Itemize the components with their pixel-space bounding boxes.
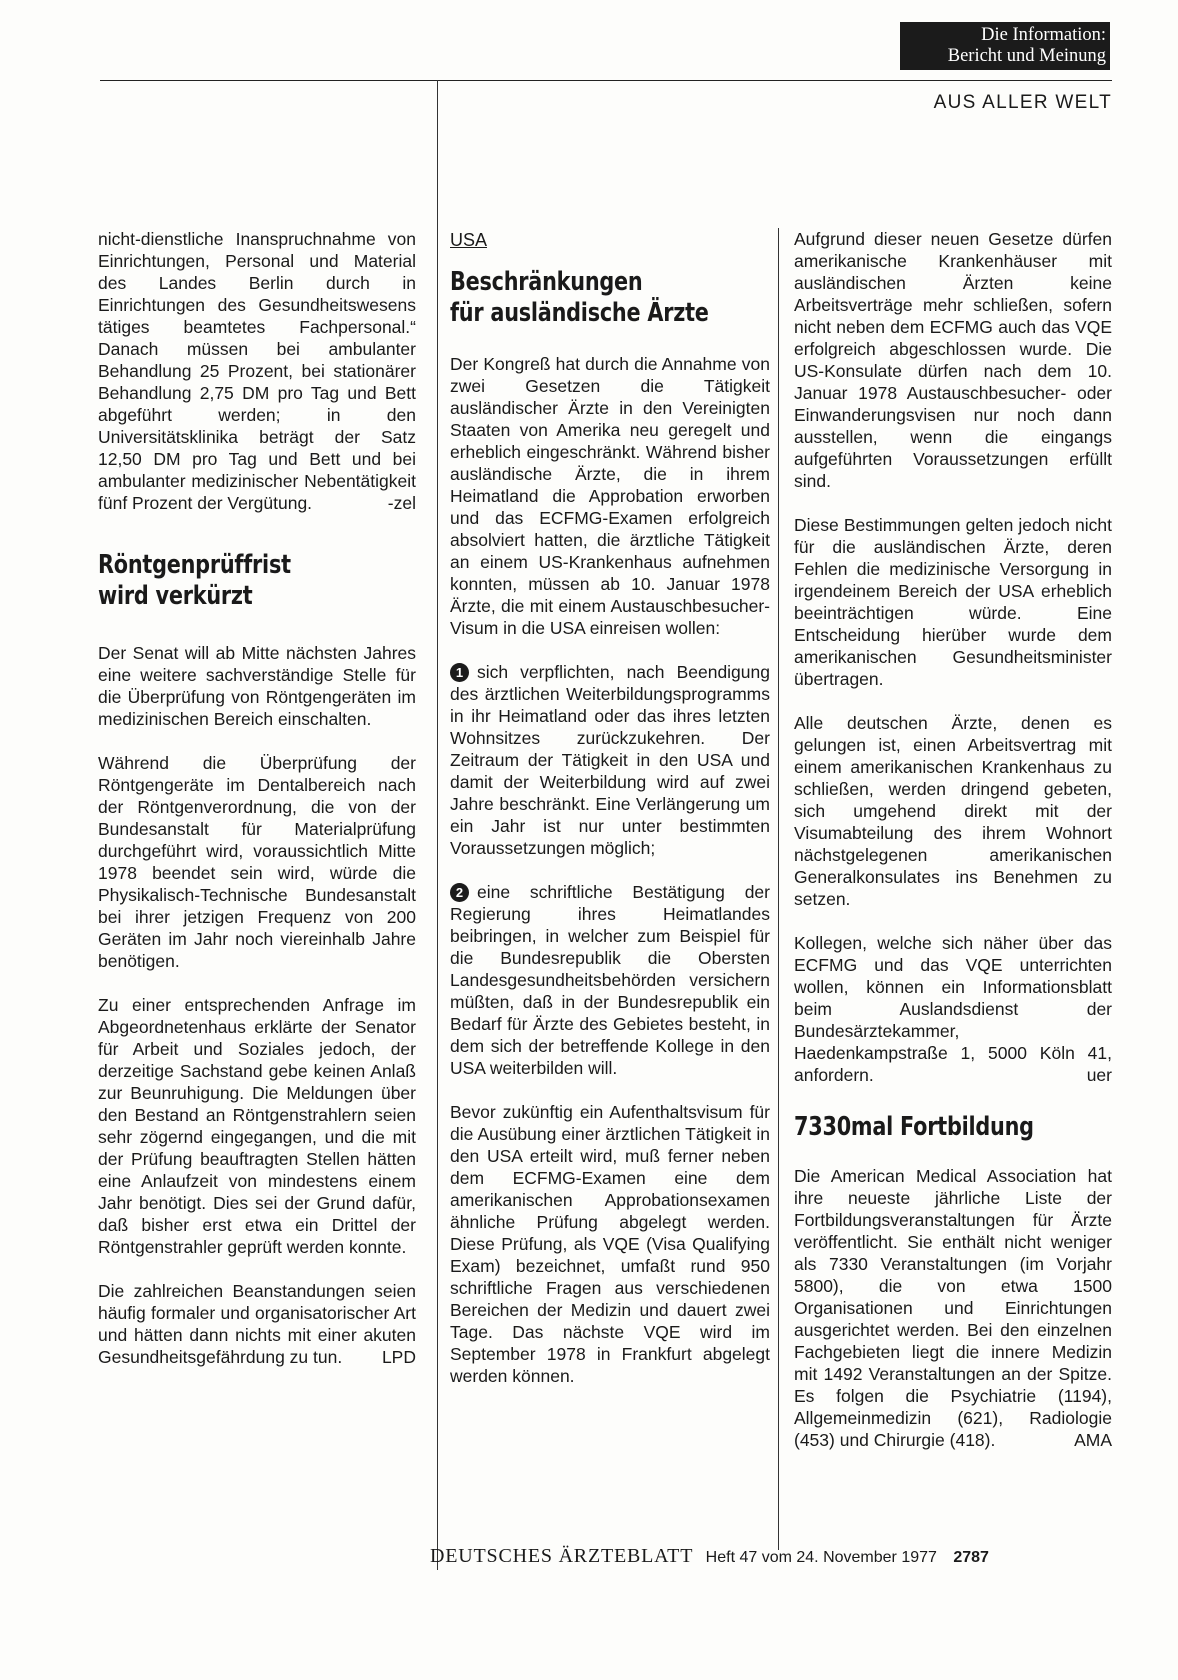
- issue-info: Heft 47 vom 24. November 1977: [705, 1549, 937, 1566]
- paragraph-text: eine schriftliche Bestätigung der Regierung ihres Heimatlandes beibringen, in welcher zum Beispiel für die Bundesrepublik die Obersten Landesgesundheitsbehörden versichern müßten, daß in der Bundesrepublik ein Bedarf für Ärzte des Gebietes besteht, in dem sich der betreffende Kollege in den USA weiterbilden will.: [450, 882, 770, 1078]
- column-divider-1: [437, 80, 438, 1570]
- paragraph: Zu einer entsprechenden Anfrage im Abgeordnetenhaus erklärte der Senator für Arbeit und Soziales jedoch, der derzeitige Sachstand gebe keinen Anlaß zur Beunruhigung. Die Meldungen über den Bestand an Röntgenstrahlern seien sehr zögernd eingegangen, und die mit der Prüfung beauftragten Stellen hätten eine Anlaufzeit von mindestens einem Jahr benötigt. Dies sei der Grund dafür, daß bisher erst etwa ein Drittel der Röntgenstrahler geprüft werden konnte.: [98, 995, 416, 1257]
- column-1: [98, 228, 416, 1368]
- author-signature: LPD: [381, 1347, 416, 1367]
- headline-line-2: wird verkürzt: [98, 581, 253, 611]
- paragraph: Diese Bestimmungen gelten jedoch nicht für die ausländischen Ärzte, deren Fehlen die medizinische Versorgung in irgendeinem Bereich der USA erheblich beeinträchtigen würde. Eine Entscheidung hierüber wurde dem amerikanischen Gesundheitsminister übertragen.: [794, 515, 1112, 689]
- author-signature: uer: [1086, 1065, 1112, 1085]
- header-rule: [100, 80, 1112, 81]
- numbered-item-2: [450, 881, 770, 1079]
- paragraph-text: nicht-dienstliche Inanspruchnahme von Einrichtungen, Personal und Material des Landes Berlin durch in Einrichtungen des Gesundheitswesens tätiges beamtetes Fachpersonal.“ Danach müssen bei ambulanter Behandlung 25 Prozent, bei stationärer Behandlung 2,75 DM pro Tag und Bett abgeführt werden; in den Universitätsklinika beträgt der Satz 12,50 DM pro Tag und Bett und bei ambulanter medizinischer Nebentätigkeit fünf Prozent der Vergütung.: [98, 229, 416, 513]
- paragraph: Alle deutschen Ärzte, denen es gelungen ist, einen Arbeitsvertrag mit einem amerikanischen Krankenhaus zu schließen, werden dringend gebeten, sich umgehend direkt mit der Visumabteilung des ihrem Wohnort nächstgelegenen amerikanischen Generalkonsulates ins Benehmen zu setzen.: [794, 713, 1112, 909]
- column-3: [794, 228, 1112, 1451]
- paragraph: Während die Überprüfung der Röntgengeräte im Dentalbereich nach der Röntgenverordnung, die von der Bundesanstalt für Materialprüfung durchgeführt wird, voraussichtlich Mitte 1978 beendet sein wird, würde die Physikalisch-Technische Bundesanstalt bei ihrer jetzigen Frequenz von 200 Geräten im Jahr noch viereinhalb Jahre benötigen.: [98, 753, 416, 971]
- page-number: 2787: [953, 1549, 989, 1566]
- author-signature: AMA: [1074, 1430, 1112, 1450]
- column-2: [450, 230, 770, 1387]
- paragraph: Der Kongreß hat durch die Annahme von zwei Gesetzen die Tätigkeit ausländischer Ärzte in den Vereinigten Staaten von Amerika neu geregelt und erheblich eingeschränkt. Während bisher ausländische Ärzte, die in ihrem Heimatland die Approbation erworben und das ECFMG-Examen erfolgreich absolviert hatten, die ärztliche Tätigkeit an einem US-Krankenhaus aufnehmen konnten, müssen ab 10. Januar 1978 Ärzte, die mit einem Austauschbesucher-Visum in die USA einreisen wollen:: [450, 354, 770, 638]
- paragraph: Der Senat will ab Mitte nächsten Jahres eine weitere sachverständige Stelle für die Überprüfung von Röntgengeräten im medizinischen Bereich einschalten.: [98, 643, 416, 729]
- headline-roentgen: [98, 550, 352, 612]
- headline-line-1: Beschränkungen: [450, 267, 643, 297]
- numbered-item-1: [450, 661, 770, 859]
- paragraph: [794, 1165, 1112, 1451]
- author-signature: -zel: [387, 493, 416, 513]
- headline-line-2: für ausländische Ärzte: [450, 298, 709, 328]
- rubric-badge: [900, 22, 1110, 70]
- magazine-title: DEUTSCHES ÄRZTEBLATT: [430, 1545, 694, 1567]
- page-footer: [430, 1545, 1112, 1568]
- paragraph-text: Die zahlreichen Beanstandungen seien häufig formaler und organisatorischer Art und hätten dann nichts mit einer akuten Gesundheitsgefährdung zu tun.: [98, 1281, 416, 1367]
- paragraph-text: Kollegen, welche sich näher über das ECFMG und das VQE unterrichten wollen, können ein Informationsblatt beim Auslandsdienst der Bundesärztekammer, Haedenkampstraße 1, 5000 Köln 41, anfordern.: [794, 933, 1112, 1085]
- column-divider-2: [778, 228, 779, 1550]
- rubric-line-1: Die Information:: [981, 25, 1106, 45]
- headline-line-1: Röntgenprüffrist: [98, 550, 291, 580]
- paragraph-text: sich verpflichten, nach Beendigung des ärztlichen Weiterbildungsprogramms in ihr Heimatland oder das ihres letzten Wohnsitzes zurückzukehren. Der Zeitraum der Tätigkeit in den USA und damit der Weiterbildung wird auf zwei Jahre beschränkt. Eine Verlängerung um ein Jahr ist nur unter bestimmten Voraussetzungen möglich;: [450, 662, 770, 858]
- paragraph: [98, 1280, 416, 1368]
- number-1-icon: 1: [450, 663, 469, 682]
- headline-usa: [450, 267, 709, 329]
- headline-fortbildung: 7330mal Fortbildung: [794, 1112, 1034, 1142]
- kicker-usa: USA: [450, 230, 488, 250]
- article-continuation: [98, 228, 416, 514]
- paragraph: Aufgrund dieser neuen Gesetze dürfen amerikanische Krankenhäuser mit ausländischen Ärzten keine Arbeitsverträge mehr schließen, sofern nicht neben dem ECFMG auch das VQE erfolgreich abgeschlossen wurde. Die US-Konsulate dürfen nach dem 10. Januar 1978 Austauschbesucher- oder Einwanderungsvisen nur noch dann ausstellen, wenn die eingangs aufgeführten Voraussetzungen erfüllt sind.: [794, 229, 1112, 491]
- rubric-line-2: Bericht und Meinung: [947, 46, 1106, 66]
- number-2-icon: 2: [450, 883, 469, 902]
- paragraph-text: Die American Medical Association hat ihre neueste jährliche Liste der Fortbildungsveranstaltungen für Ärzte veröffentlicht. Sie enthält nicht weniger als 7330 Veranstaltungen (im Vorjahr 5800), die von etwa 1500 Organisationen und Einrichtungen ausgerichtet werden. Bei den einzelnen Fachgebieten liegt die innere Medizin mit 1492 Veranstaltungen an der Spitze. Es folgen die Psychiatrie (1194), Allgemeinmedizin (621), Radiologie (453) und Chirurgie (418).: [794, 1166, 1112, 1450]
- section-label: AUS ALLER WELT: [933, 92, 1112, 113]
- paragraph: Bevor zukünftig ein Aufenthaltsvisum für die Ausübung einer ärztlichen Tätigkeit in den USA erteilt wird, muß ferner neben dem ECFMG-Examen eine dem amerikanischen Approbationsexamen ähnliche Prüfung abgelegt werden. Diese Prüfung, als VQE (Visa Qualifying Exam) bezeichnet, umfaßt rund 950 schriftliche Fragen aus verschiedenen Bereichen der Medizin und dauert zwei Tage. Das nächste VQE wird im September 1978 in Frankfurt abgelegt werden können.: [450, 1102, 770, 1386]
- paragraph: [794, 932, 1112, 1086]
